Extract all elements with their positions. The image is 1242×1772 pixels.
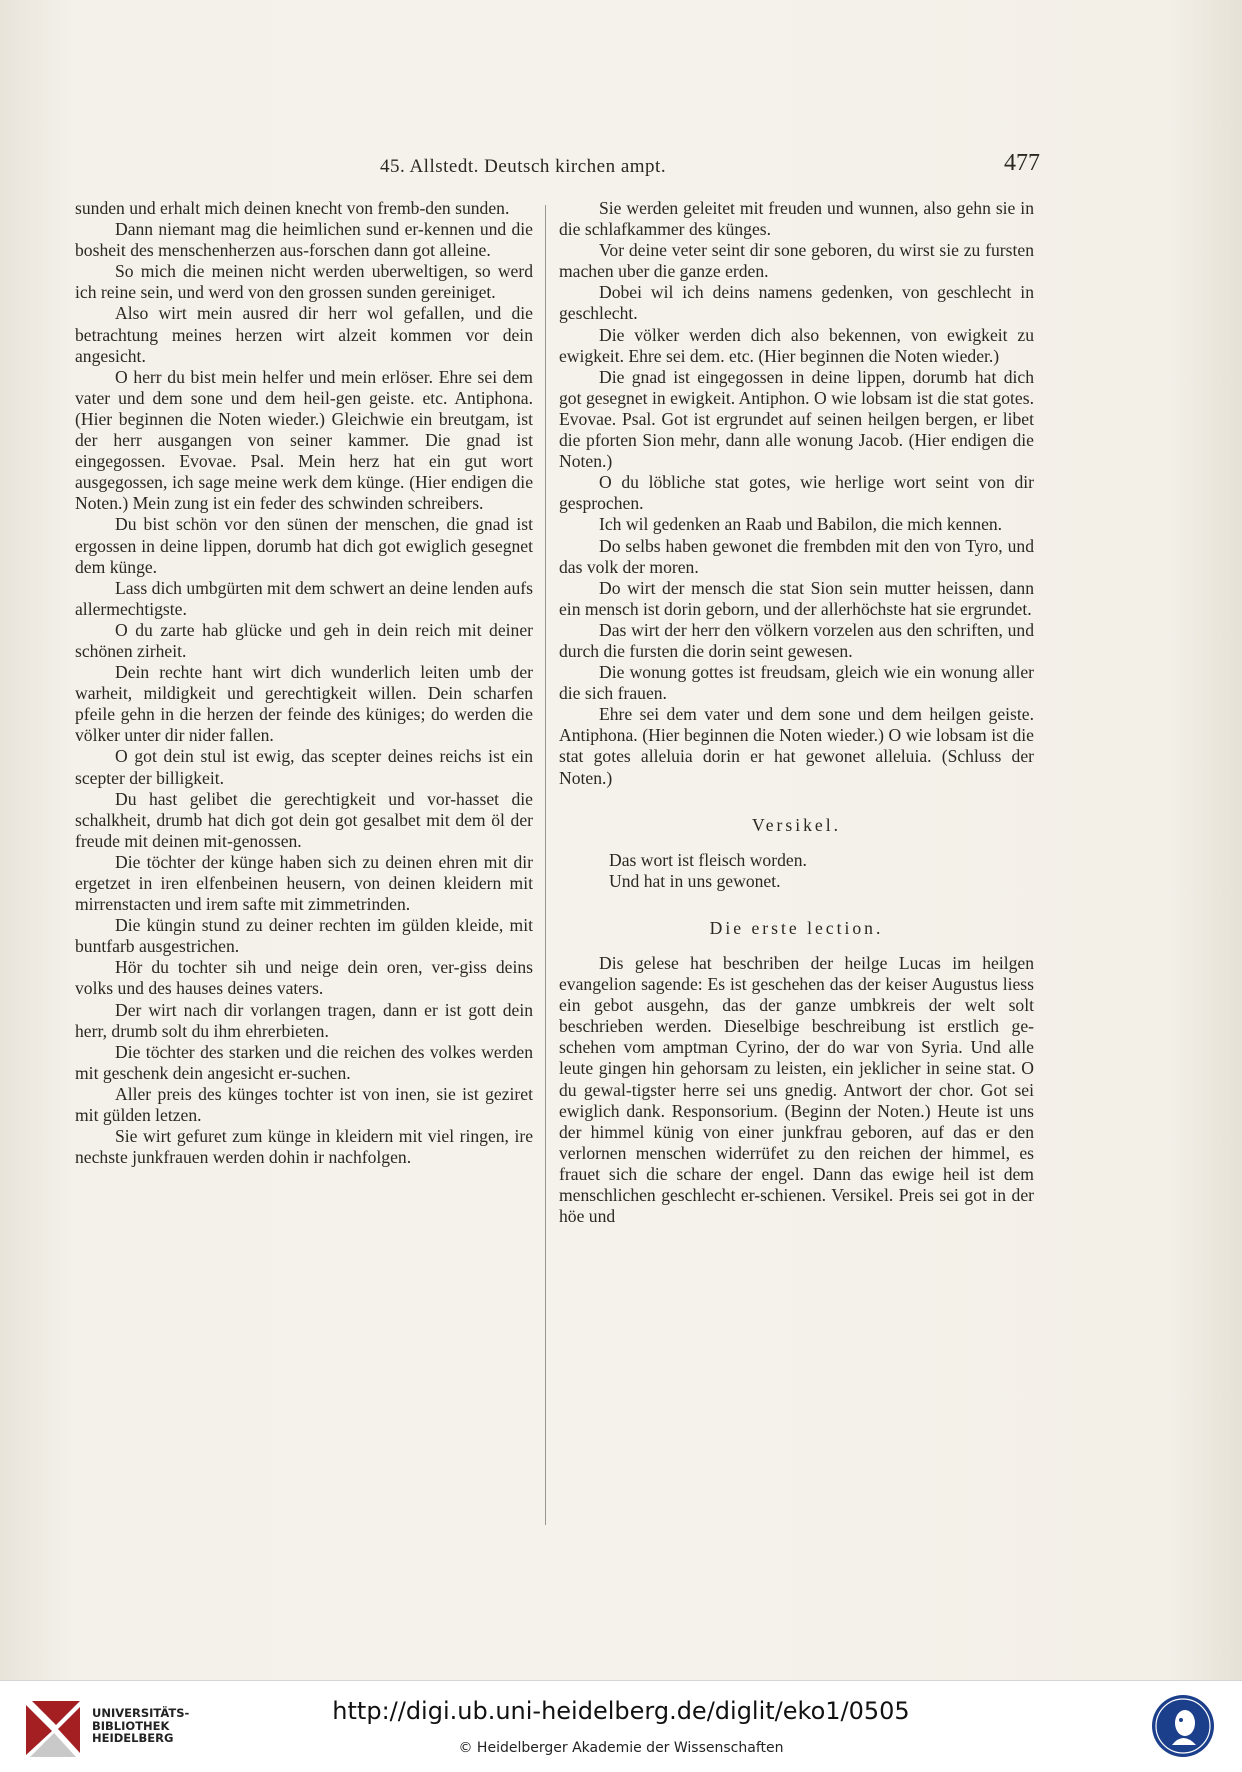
versikel-line: Das wort ist fleisch worden. — [609, 849, 807, 870]
paragraph: Dann niemant mag die heimlichen sund er-kennen und die bosheit des menschenherzen aus-forschen dann got alleine. — [75, 219, 533, 261]
paragraph: Dobei wil ich deins namens gedenken, von geschlecht in geschlecht. — [559, 282, 1034, 324]
paragraph: Vor deine veter seint dir sone geboren, du wirst sie zu fursten machen uber die ganze erden. — [559, 240, 1034, 282]
lection-title: Die erste lection. — [709, 917, 884, 938]
paragraph: Dein rechte hant wirt dich wunderlich leiten umb der warheit, mildigkeit und gerechtigkeit willen. Dein scharfen pfeile gehn in die herzen der feinde des küniges; do werden die völker unter dir nider fallen. — [75, 662, 533, 746]
paragraph: Lass dich umbgürten mit dem schwert an deine lenden aufs allermechtigste. — [75, 577, 533, 619]
versikel-line: Und hat in uns gewonet. — [609, 870, 781, 891]
paragraph: Die töchter des starken und die reichen des volkes werden mit geschenk dein angesicht er-suchen. — [75, 1041, 533, 1083]
paragraph: Aller preis des künges tochter ist von inen, sie ist geziret mit gülden letzen. — [75, 1083, 533, 1126]
paragraph: Hör du tochter sih und neige dein oren, ver-giss deins volks und des hauses deines vaters. — [75, 957, 533, 999]
page-header — [380, 150, 1040, 190]
right-column — [559, 198, 1034, 1227]
paragraph: Die wonung gottes ist freudsam, gleich wie ein wonung aller die sich frauen. — [559, 662, 1034, 704]
paragraph: Sie wirt gefuret zum künge in kleidern mit viel ringen, ire nechste junkfrauen werden dohin ir nachfolgen. — [75, 1126, 533, 1168]
versikel-title: Versikel. — [751, 814, 842, 835]
copyright-notice: © Heidelberger Akademie der Wissenschaften — [458, 1740, 784, 1756]
library-name-line: HEIDELBERG — [92, 1731, 174, 1745]
library-name-line: UNIVERSITÄTS- — [92, 1706, 190, 1720]
right-column-paragraphs — [559, 198, 1034, 789]
paragraph: Do wirt der mensch die stat Sion sein mutter heissen, dann ein mensch ist dorin geborn, und der allerhöchste hat sie ergrundet. — [559, 577, 1034, 619]
column-divider — [545, 205, 546, 1525]
lection-text: Dis gelese hat beschriben der heilge Lucas im heilgen evangelion sagende: Es ist geschehen das der keiser Augustus liess ein gebot ausgehn, das der ganze umbkreis der welt solt beschrieben werden. Dieselbige beschreibung ist erstlich ge-schehen vom amptman Cyrino, der do war von Syria. Und alle leute gingen hin gehorsam zu leisten, ein jeklicher in seine stat. O du gewal-tigster herre sei uns gnedig. Antwort der chor. Got sei ewiglich dank. Responsorium. (Beginn der Noten.) Heute ist uns der himmel künig von einer junkfrau geboren, auf das er den verlornen menschen widerrüfet zu den reichen der himmel, es frauet sich die schare der engel. Dann das ewige heil ist dem menschlichen geschlecht er-schienen. Versikel. Preis sei got in der höe und — [559, 953, 1034, 1227]
paragraph: Ich wil gedenken an Raab und Babilon, die mich kennen. — [599, 514, 1003, 535]
paragraph: Die gnad ist eingegossen in deine lippen, dorumb hat dich got gesegnet in ewigkeit. Antiphon. O wie lobsam ist die stat gotes. Evovae. Psal. Got ist ergrundet auf seinen heilgen bergen, er libet die pforten Sion mehr, dann alle wonung Jacob. (Hier endigen die Noten.) — [559, 366, 1034, 472]
running-title: 45. Allstedt. Deutsch kirchen ampt. — [380, 156, 667, 177]
paragraph: Die töchter der künge haben sich zu deinen ehren mit dir ergetzet in iren elfenbeinen heusern, von deinen kleidern mit mirrenstacten und irem safte mit zimmetrinden. — [75, 851, 533, 915]
page-number: 477 — [1004, 150, 1040, 176]
paragraph: Do selbs haben gewonet die frembden mit den von Tyro, und das volk der moren. — [559, 535, 1034, 577]
paragraph: Ehre sei dem vater und dem sone und dem heilgen geiste. Antiphona. (Hier beginnen die Noten wieder.) O wie lobsam ist die stat gotes alleluia dorin er hat gewonet alleluia. (Schluss der Noten.) — [559, 704, 1034, 788]
paragraph: Die völker werden dich also bekennen, von ewigkeit zu ewigkeit. Ehre sei dem. etc. (Hier beginnen die Noten wieder.) — [559, 324, 1034, 366]
library-name-line: BIBLIOTHEK — [92, 1718, 170, 1733]
paragraph: sunden und erhalt mich deinen knecht von fremb-den sunden. — [75, 198, 510, 218]
paragraph: Der wirt nach dir vorlangen tragen, dann er ist gott dein herr, drumb solt du ihm ehrerbieten. — [75, 999, 533, 1041]
paragraph: Die küngin stund zu deiner rechten im gülden kleide, mit buntfarb ausgestrichen. — [75, 915, 533, 957]
paragraph: O du zarte hab glücke und geh in dein reich mit deiner schönen zirheit. — [75, 619, 533, 661]
paragraph: Also wirt mein ausred dir herr wol gefallen, und die betrachtung meines herzen wirt alzeit kommen vor dein angesicht. — [75, 303, 533, 366]
paragraph: Sie werden geleitet mit freuden und wunnen, also gehn sie in die schlafkammer des künges. — [559, 198, 1034, 240]
paragraph: Das wirt der herr den völkern vorzelen aus den schriften, und durch die fursten die dorin seint gewesen. — [559, 619, 1034, 661]
viewer-footer — [0, 1680, 1242, 1772]
left-column — [75, 198, 533, 1168]
paragraph: Du bist schön vor den sünen der menschen, die gnad ist ergossen in deine lippen, dorumb hat dich got ewiglich gesegnet dem künge. — [75, 514, 533, 577]
academy-seal-icon[interactable] — [1150, 1693, 1216, 1759]
permalink-url[interactable]: http://digi.ub.uni-heidelberg.de/diglit/eko1/0505 — [332, 1697, 910, 1725]
paragraph: O du löbliche stat gotes, wie herlige wort seint von dir gesprochen. — [559, 472, 1034, 514]
paragraph: Du hast gelibet die gerechtigkeit und vor-hasset die schalkheit, drumb hat dich got dein got gesalbet mit dem öl der freude mit deinen mit-genossen. — [75, 788, 533, 851]
paragraph: O got dein stul ist ewig, das scepter deines reichs ist ein scepter der billigkeit. — [75, 746, 533, 788]
paragraph: O herr du bist mein helfer und mein erlöser. Ehre sei dem vater und dem sone und dem heil-gen geiste. etc. Antiphona. (Hier beginnen die Noten wieder.) Gleichwie ein breutgam, ist der herr ausgangen von seiner kammer. Die gnad ist eingegossen. Evovae. Psal. Mein herz hat ein gut wort ausgegossen, ich sage meine werk dem künge. (Hier endigen die Noten.) Mein zung ist ein feder des schwinden schreibers. — [75, 366, 533, 514]
paragraph: So mich die meinen nicht werden uberweltigen, so werd ich reine sein, und werd von den grossen sunden gereiniget. — [75, 261, 533, 303]
